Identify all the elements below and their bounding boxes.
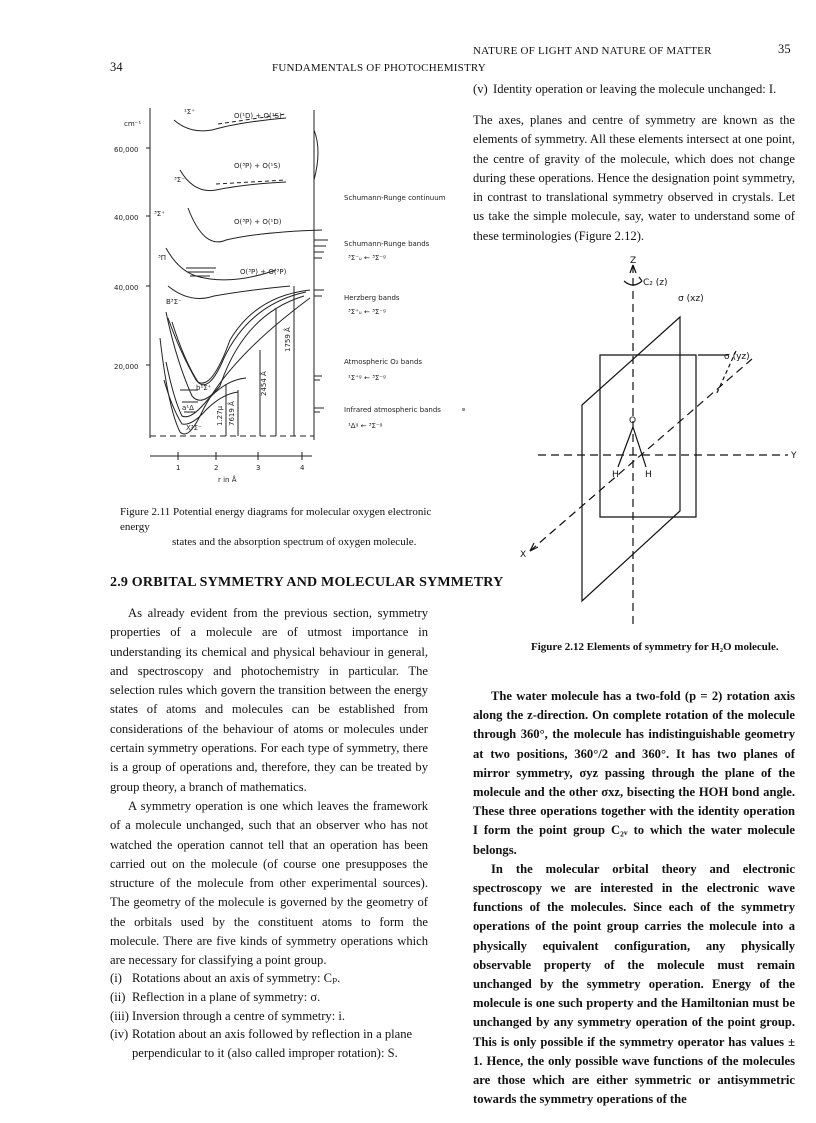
band-label-sr-continuum: Schumann-Runge continuum [344, 194, 446, 202]
figure-2-11-caption [120, 505, 440, 550]
y-axis-label: Y [791, 451, 797, 461]
y-axis-unit: cm⁻¹ [124, 120, 142, 128]
operation-text: Rotation about an axis followed by reflection in a plane perpendicular to it (also called improper rotation): S. [132, 1027, 413, 1061]
band-label-infrared: Infrared atmospheric bands [344, 406, 441, 414]
right-body-text [473, 687, 795, 1109]
operation-item-3 [110, 1007, 428, 1026]
z-axis-label: Z [630, 256, 637, 266]
transition-label-7619: 7619 Å [228, 401, 236, 426]
x-axis-label: r in Å [218, 476, 237, 484]
transition-label-1759: 1759 Å [284, 327, 292, 352]
sigma-yz-label: σ (yz) [724, 352, 750, 362]
band-label-herzberg-transition: ³Σ⁺ᵤ ← ³Σ⁻ᵍ [348, 308, 386, 316]
band-label-sr-bands: Schumann-Runge bands [344, 240, 430, 248]
transition-label-127: 1.27μ [216, 405, 224, 426]
right-paragraph-3: In the molecular orbital theory and electronic spectroscopy we are interested in the electronic wave functions of the molecules. Since each of the symmetry operations of the point group carries the molecule into a physically equivalent configuration, any physically observable property of the molecule must remain unchanged by the symmetry operation. Energy of the molecule is one such property and the Hamiltonian must be unchanged by any symmetry operation of the point group. This is only possible if the symmetry operator has values ± 1. Hence, the only possible wave functions of the molecules are those which are either symmetric or antisymmetric towards the symmetry operations of the [473, 861, 795, 1107]
operation-text: Identity operation or leaving the molecule unchanged: I. [493, 82, 777, 96]
right-intro-text [473, 111, 795, 246]
state-label-6: b¹Σ⁺ [196, 384, 212, 392]
curve-label-1: O(¹D) + O(¹S) [234, 112, 282, 120]
operation-number: (i) [110, 971, 122, 985]
band-label-sr-transition: ³Σ⁻ᵤ ← ³Σ⁻ᵍ [348, 254, 386, 262]
band-label-atmospheric: Atmospheric O₂ bands [344, 358, 423, 366]
hydrogen-atom-label-2: H [645, 470, 652, 480]
figure-2-11-caption-line-1: Figure 2.11 Potential energy diagrams for molecular oxygen electronic energy [120, 506, 432, 533]
c2-label: C₂ (z) [643, 278, 668, 288]
curve-label-2: O(³P) + O(¹S) [234, 162, 281, 170]
state-label-3: ³Σ⁺ [154, 210, 165, 218]
left-paragraph-2: A symmetry operation is one which leaves the framework of a molecule unchanged, such that an observer who has not watched the operation cannot tell that an operation has been carried out on the molecule (of course one presupposes the structure of the molecule from other experimental sources). The geometry of the molecule is governed by the geometry of the orbitals used by the constituent atoms to form the molecule. There are five kinds of symmetry operations which are necessary for classifying a point group. [110, 798, 428, 968]
right-page-number: 35 [778, 42, 791, 56]
y-tick-3: 40,000 [114, 284, 139, 292]
y-tick-4: 20,000 [114, 363, 139, 371]
operation-text: Reflection in a plane of symmetry: σ. [132, 989, 321, 1004]
operation-item-5 [473, 80, 795, 99]
x-tick-2: 2 [214, 464, 219, 472]
right-running-title: NATURE OF LIGHT AND NATURE OF MATTER [473, 45, 712, 57]
operation-text: Rotations about an axis of symmetry: Cₚ. [132, 971, 341, 985]
right-paragraph-1: The axes, planes and centre of symmetry are known as the elements of symmetry. All these elements intersect at one point, the centre of gravity of the molecule, which does not change during these operations. Hence the designation point symmetry, in contrast to translational symmetry observed in crystals. Let us take the simple molecule, say, water to understand some of these terminologies (Figure 2.12). [473, 113, 795, 243]
symmetry-operations-list [110, 969, 428, 1063]
operation-number: (iii) [110, 1008, 129, 1023]
operation-number: (ii) [110, 989, 126, 1004]
water-symmetry-elements-diagram [500, 255, 800, 635]
x-tick-1: 1 [176, 464, 181, 472]
operation-item-2 [110, 988, 428, 1007]
state-label-7: a¹Δ [182, 404, 194, 412]
y-tick-1: 60,000 [114, 146, 139, 154]
state-label-1: ¹Σ⁺ [184, 108, 195, 116]
operation-number: (v) [473, 82, 488, 96]
oxygen-atom-label: O [629, 416, 637, 426]
right-paragraph-2: The water molecule has a two-fold (p = 2) rotation axis along the z-direction. On complete rotation of the molecule through 360°, the molecule has indistinguishable geometry at two positions, 360°/2 and 360°. It has two planes of mirror symmetry, σyz passing through the plane of the molecule and the other σxz, bisecting the HOH bond angle. These three operations together with the identity operation I form the point group C₂ᵥ to which the water molecule belongs. [473, 689, 795, 857]
transition-label-2454: 2454 Å [260, 371, 268, 396]
band-label-atmospheric-transition: ¹Σ⁺ᵍ ← ³Σ⁻ᵍ [348, 374, 386, 382]
x-tick-3: 3 [256, 464, 261, 472]
operation-item-1 [110, 969, 428, 988]
x-axis-label: X [520, 550, 527, 560]
curve-label-3: O(³P) + O(¹D) [234, 218, 282, 226]
oxygen-potential-energy-diagram [100, 90, 446, 484]
band-label-infrared-transition: ¹Δᵍ ← ³Σ⁻ᵍ [348, 422, 383, 430]
section-heading: 2.9 ORBITAL SYMMETRY AND MOLECULAR SYMMETRY [110, 575, 504, 590]
figure-2-11-caption-line-2: states and the absorption spectrum of oxygen molecule. [172, 536, 417, 548]
left-running-title: FUNDAMENTALS OF PHOTOCHEMISTRY [272, 62, 486, 74]
state-label-5: B³Σ⁻ [166, 298, 182, 306]
operation-text: Inversion through a centre of symmetry: i. [132, 1008, 345, 1023]
scan-speck [462, 408, 465, 411]
figure-2-12-caption: Figure 2.12 Elements of symmetry for H₂O molecule. [531, 641, 779, 653]
left-body-text [110, 604, 428, 971]
operation-item-4 [110, 1025, 428, 1063]
operation-row [473, 80, 795, 99]
state-label-2: ³Σ⁻ [174, 176, 185, 184]
x-tick-4: 4 [300, 464, 305, 472]
state-label-4: ³Π [158, 254, 167, 262]
curve-label-4: O(³P) + O(³P) [240, 268, 287, 276]
band-label-herzberg: Herzberg bands [344, 294, 400, 302]
y-tick-2: 40,000 [114, 214, 139, 222]
left-page-number: 34 [110, 60, 123, 74]
hydrogen-atom-label-1: H [612, 470, 619, 480]
left-paragraph-1: As already evident from the previous section, symmetry properties of a molecule are of utmost importance in understanding its chemical and physical behaviour in general, and spectroscopy and photochemistry in particular. The selection rules which govern the transition between the energy states of atoms and molecules can be established from considerations of the behaviour of atoms or molecules under certain symmetry operations. For each type of symmetry, there is a group of operations and, therefore, they can be treated by group theory, a branch of mathematics. [110, 606, 428, 794]
sigma-xz-label: σ (xz) [678, 294, 704, 304]
operation-number: (iv) [110, 1027, 129, 1042]
state-label-8: X³Σ⁻ [186, 424, 202, 432]
